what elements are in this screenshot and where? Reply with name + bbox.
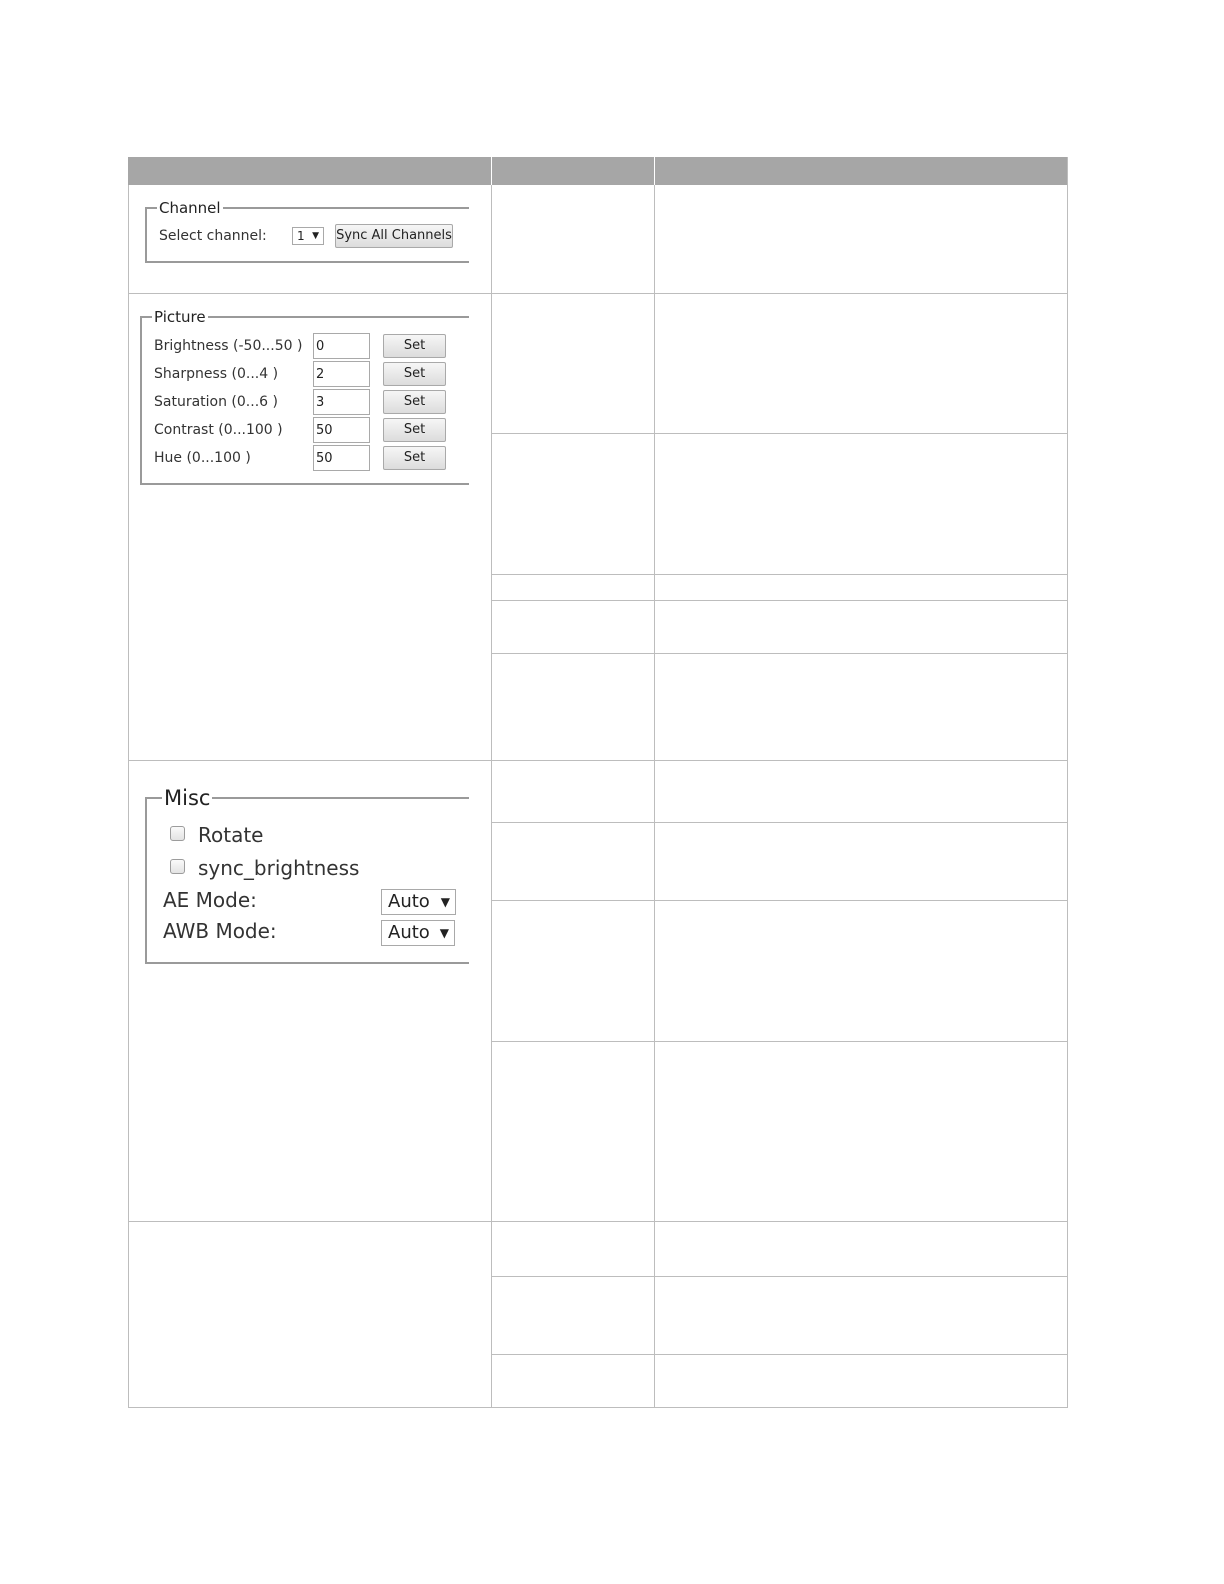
table-row-divider — [491, 1276, 1068, 1277]
contrast-set-button[interactable]: Set — [383, 418, 446, 442]
sharpness-set-button[interactable]: Set — [383, 362, 446, 386]
table-row-divider — [128, 760, 1068, 761]
table-row-divider — [491, 1354, 1068, 1355]
table-border-left — [128, 185, 129, 1408]
table-header-bar — [128, 157, 1068, 185]
rotate-checkbox[interactable] — [170, 826, 185, 841]
table-row-divider — [491, 900, 1068, 901]
picture-legend: Picture — [154, 308, 206, 326]
contrast-input[interactable] — [313, 417, 370, 443]
sync-brightness-label: sync_brightness — [198, 856, 360, 880]
ae-mode-select[interactable] — [381, 889, 456, 915]
table-row-divider — [128, 1221, 1068, 1222]
table-column-divider — [654, 185, 655, 1408]
channel-legend: Channel — [159, 199, 221, 217]
channel-select[interactable] — [292, 227, 324, 245]
table-row-divider — [491, 600, 1068, 601]
channel-select-value: 1 — [297, 229, 305, 243]
sharpness-input[interactable] — [313, 361, 370, 387]
table-border-bottom — [128, 1407, 1068, 1408]
table-row-divider — [491, 1041, 1068, 1042]
sync-all-channels-button[interactable]: Sync All Channels — [335, 224, 453, 248]
misc-legend: Misc — [164, 786, 211, 810]
contrast-label: Contrast (0...100 ) — [154, 422, 283, 438]
ae-mode-label: AE Mode: — [163, 888, 257, 912]
sync-brightness-checkbox[interactable] — [170, 859, 185, 874]
select-channel-label: Select channel: — [159, 228, 267, 244]
table-row-divider — [128, 293, 1068, 294]
awb-mode-select[interactable] — [381, 920, 455, 946]
header-separator — [654, 157, 655, 185]
brightness-label: Brightness (-50...50 ) — [154, 338, 303, 354]
chevron-down-icon: ▼ — [312, 231, 319, 241]
table-row-divider — [491, 653, 1068, 654]
saturation-input[interactable] — [313, 389, 370, 415]
table-column-divider — [491, 185, 492, 1408]
saturation-label: Saturation (0...6 ) — [154, 394, 278, 410]
rotate-label: Rotate — [198, 823, 264, 847]
brightness-set-button[interactable]: Set — [383, 334, 446, 358]
hue-set-button[interactable]: Set — [383, 446, 446, 470]
chevron-down-icon: ▼ — [439, 926, 449, 940]
saturation-set-button[interactable]: Set — [383, 390, 446, 414]
hue-label: Hue (0...100 ) — [154, 450, 251, 466]
table-row-divider — [491, 574, 1068, 575]
header-separator — [491, 157, 492, 185]
table-row-divider — [491, 433, 1068, 434]
chevron-down-icon: ▼ — [440, 895, 450, 909]
brightness-input[interactable] — [313, 333, 370, 359]
sharpness-label: Sharpness (0...4 ) — [154, 366, 279, 382]
ae-mode-value: Auto — [388, 891, 430, 912]
awb-mode-value: Auto — [388, 922, 430, 943]
hue-input[interactable] — [313, 445, 370, 471]
awb-mode-label: AWB Mode: — [163, 919, 277, 943]
table-row-divider — [491, 822, 1068, 823]
